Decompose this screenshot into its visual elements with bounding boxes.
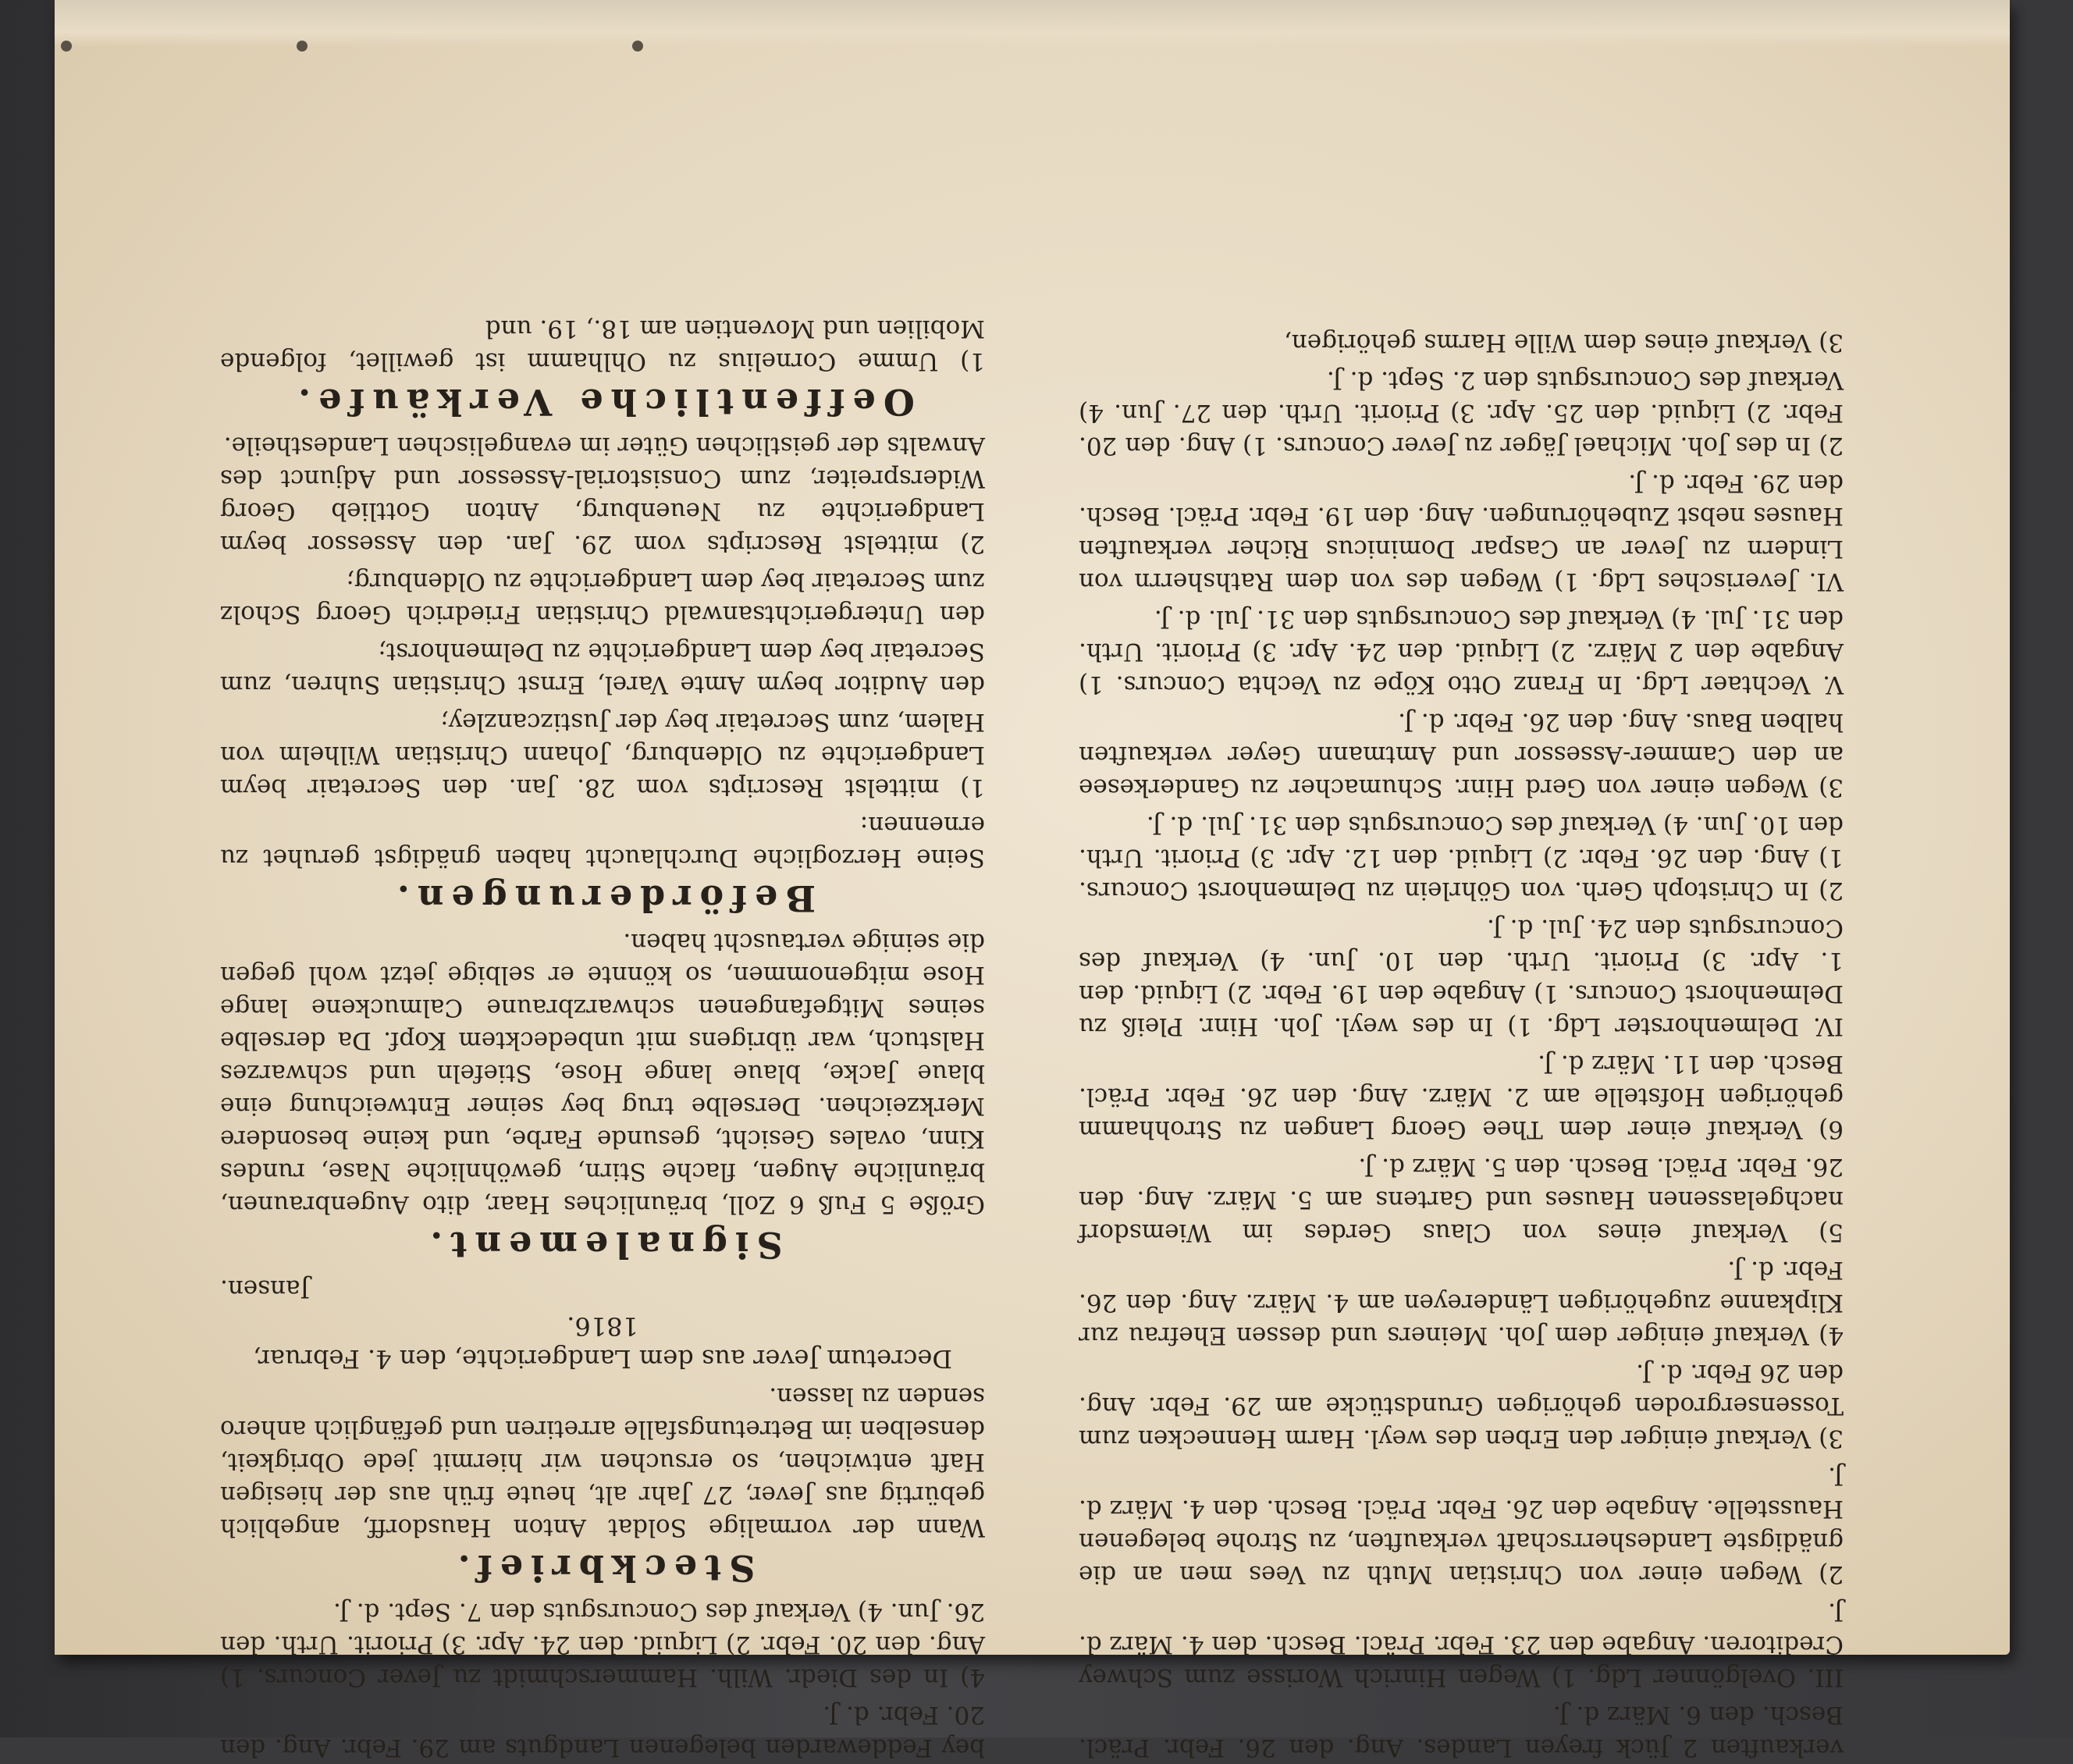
verkaeufe-text: 1) Umme Cornelius zu Ohlhamm ist gewillet, folgende Mobilien und Moventien am 18., 19. und	[220, 315, 985, 375]
befoerderungen-heading: Beförderungen.	[389, 877, 816, 919]
paragraph: 3) Verkauf eines dem Wille Harms gehörigen,	[1283, 329, 1844, 357]
paragraph: verkauften 2 Jück freyen Landes. Ang. den 26. Febr. Präcl. Besch. den 6. März d. J.	[1079, 1701, 1844, 1762]
document-page	[55, 0, 2010, 1762]
left-column	[1079, 0, 1844, 1764]
paragraph: 4) In des Diedr. Wilh. Hammerschmidt zu Jever Concurs. 1) Ang. den 20. Febr. 2) Liquid. den 24. Apr. 3) Priorit. Urth. den 26. Jun. 4) Verkauf des Concursguts den 7. Sept. d. J.	[220, 1598, 985, 1691]
list-item: 1) mittelst Rescripts vom 28. Jan. den Secretair beym Landgerichte zu Oldenburg, Johann Christian Wilhelm von Halem, zum Secretair bey der Justizcanzley;	[220, 708, 985, 802]
upside-down-print-area	[220, 0, 1844, 1764]
paragraph: 2) Wegen einer von Christian Muth zu Vees men an die gnädigste Landesherrschaft verkauften, zu Strohe belegenen Hausstelle. Angabe den 26. Febr. Präcl. Besch. den 4. März d. J.	[1079, 1462, 1844, 1588]
paragraph: 3) Verkauf einiger den Erben des weyl. Harm Hennecken zum Tossensergroden gehörigen Grundstücke am 29. Febr. Ang. den 26 Febr. d. J.	[1079, 1359, 1844, 1453]
paragraph: IV. Delmenhorster Ldg. 1) In des weyl. Joh. Hinr. Pleiß zu Delmenhorst Concurs. 1) Angabe den 19. Febr. 2) Liquid. den 1. Apr. 3) Priorit. Urth. den 10. Jun. 4) Verkauf des Concursguts den 24. Jul. d. J.	[1079, 914, 1844, 1040]
verkaeufe-heading: Oeffentliche Verkäufe.	[290, 381, 915, 423]
paragraph: 2) In Christoph Gerh. von Göhrlein zu Delmenhorst Concurs. 1) Ang. den 26. Febr. 2) Liquid. den 12. Apr. 3) Priorit. Urth. den 10. Jun. 4) Verkauf des Concursguts den 31. Jul. d. J.	[1079, 811, 1844, 905]
signalement-heading: Signalement.	[422, 1224, 783, 1266]
binding-hole	[61, 41, 72, 52]
signer-name: Jansen.	[220, 1275, 310, 1303]
list-item: 2) mittelst Rescripts vom 29. Jan. den Assessor beym Landgerichte zu Neuenburg, Anton Gottlieb Georg Widerspreiter, zum Consistorial-Assessor und Adjunct des Anwalts der geistlichen Güter im evangelischen Landestheile.	[220, 432, 985, 558]
right-column	[220, 0, 985, 1764]
list-item: den Auditor beym Amte Varel, Ernst Christian Suhren, zum Secretair bey dem Landgerichte zu Delmenhorst;	[220, 638, 985, 699]
decretum-line: Decretum Jever aus dem Landgerichte, den 4. Februar, 1816.	[253, 1311, 952, 1374]
paragraph: III. Ovelgönner Ldg. 1) Wegen Hinrich Worisse zum Schwey Creditoren. Angabe den 23. Febr. Präcl. Besch. den 4. März d. J.	[1079, 1598, 1844, 1691]
signalement-text: Größe 5 Fuß 6 Zoll, bräunliches Haar, dito Augenbraunen, bräunliche Augen, flache Stirn, gewöhnliche Nase, rundes Kinn, ovales Gesicht, gesunde Farbe, und keine besondere Merkzeichen. Derselbe trug bey seiner Entweichung eine blaue Jacke, blaue lange Hose, Stiefeln und schwarzes Halstuch, war übrigens mit unbedecktem Kopf. Da derselbe seines Mitgefangenen schwarzbraune Calmuckene lange Hose mitgenommen, so könnte er selbige jetzt wohl gegen die seinige vertauscht haben.	[220, 928, 985, 1218]
paragraph: 5) Verkauf eines von Claus Gerdes im Wiemsdorf nachgelassenen Hauses und Gartens am 5. März. Ang. den 26. Febr. Präcl. Besch. den 5. März d. J.	[1079, 1153, 1844, 1247]
paragraph: 2) In des Joh. Michael Jäger zu Jever Concurs. 1) Ang. den 20. Febr. 2) Liquid. den 25. Apr. 3) Priorit. Urth. den 27. Jun. 4) Verkauf des Concursguts den 2. Sept. d. J.	[1079, 366, 1844, 460]
paragraph: V. Vechtaer Ldg. In Franz Otto Köpe zu Vechta Concurs. 1) Angabe den 2 März. 2) Liquid. den 24. Apr. 3) Priorit. Urth. den 31. Jul. 4) Verkauf des Concursguts den 31. Jul. d. J.	[1079, 605, 1844, 699]
paragraph: 6) Verkauf einer dem Thee Georg Langen zu Strohhamm gehörigen Hofstelle am 2. März. Ang. den 26. Febr. Präcl. Besch. den 11. März d. J.	[1079, 1050, 1844, 1143]
befoerderungen-intro: Seine Herzogliche Durchlaucht haben gnädigst geruhet zu ernennen:	[220, 811, 985, 872]
paragraph: 4) Verkauf einiger dem Joh. Meiners und dessen Ehefrau zur Klipkanne zugehörigen Ländereyen am 4. März. Ang. den 26. Febr. d. J.	[1079, 1256, 1844, 1350]
steckbrief-text: Wann der vormalige Soldat Anton Hausdorff, angeblich gebürtig aus Jever, 27 Jahr alt, heute früh aus der hiesigen Haft entwichen, so ersuchen wir hiermit jede Obrigkeit, denselben im Betretungsfalle arretiren und gefänglich anhero senden zu lassen.	[220, 1382, 985, 1542]
paragraph: 3) Wegen einer von Gerd Hinr. Schumacher zu Ganderkesee an den Cammer-Assessor und Amtmann Geyer verkauften halben Baus. Ang. den 26. Febr. d. J.	[1079, 708, 1844, 802]
paragraph: VI. Jeverisches Ldg. 1) Wegen des von dem Rathsherrn von Lindern zu Jever an Caspar Dominicus Richer verkauften Hauses nebst Zubehörungen. Ang. den 19. Febr. Präcl. Besch. den 29. Febr. d. J.	[1079, 469, 1844, 596]
list-item: den Untergerichtsanwald Christian Friedrich Georg Scholz zum Secretair bey dem Landgerichte zu Oldenburg;	[220, 567, 985, 628]
paragraph: bey Feddewarden belegenen Landguts am 29. Febr. Ang. den 20. Febr. d. J.	[220, 1701, 985, 1762]
steckbrief-heading: Steckbrief.	[450, 1547, 756, 1589]
